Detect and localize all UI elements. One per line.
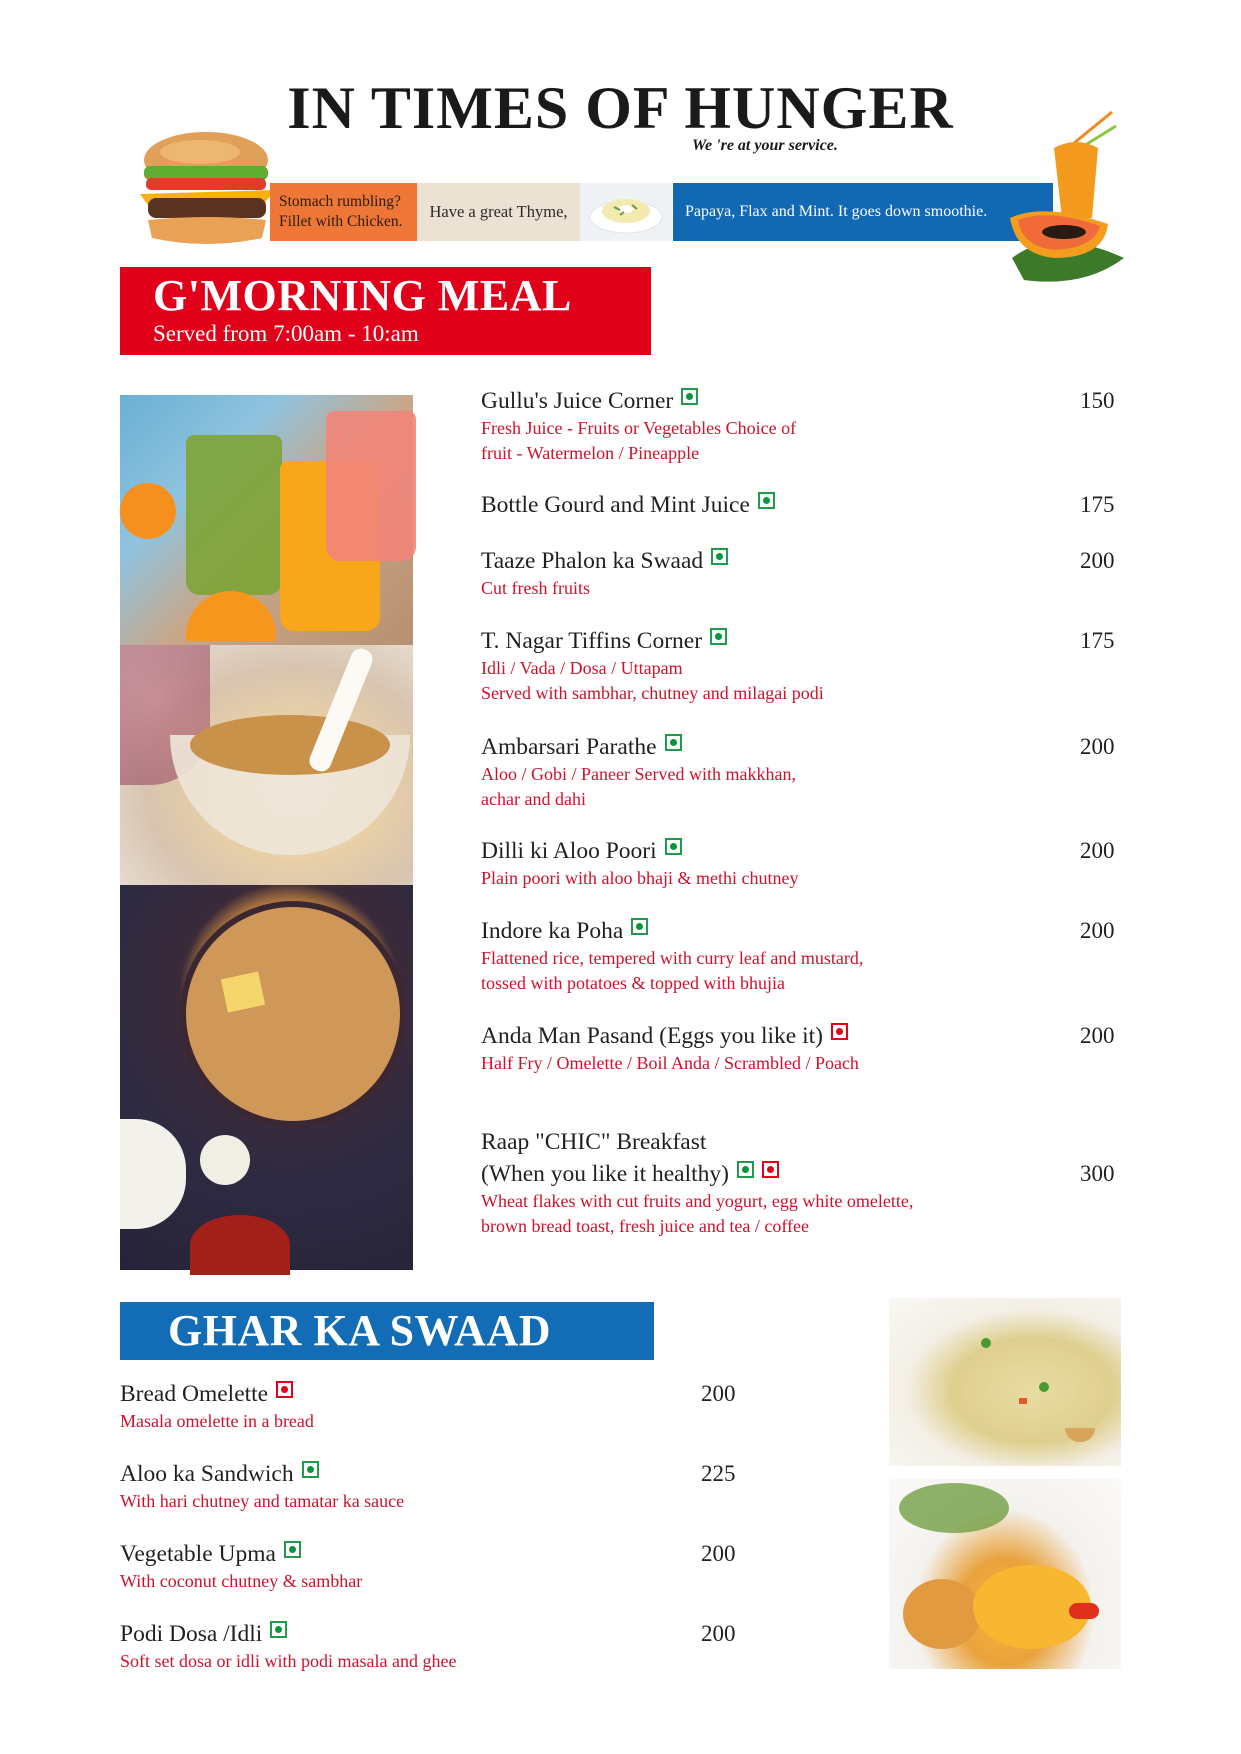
item-price: 225 <box>701 1461 736 1486</box>
omelette-photo <box>889 1479 1121 1669</box>
soup-image <box>580 183 672 241</box>
item-desc: Soft set dosa or idli with podi masala and ghee <box>120 1651 457 1671</box>
nonveg-icon <box>831 1023 848 1040</box>
nonveg-icon <box>762 1161 779 1178</box>
banner-thyme-text: Have a great Thyme, <box>429 202 568 221</box>
item-price: 200 <box>1080 838 1115 863</box>
item-name-line2: (When you like it healthy) <box>481 1161 729 1187</box>
item-name: Bottle Gourd and Mint Juice <box>481 492 750 518</box>
item-price: 150 <box>1080 388 1115 413</box>
banner-chicken <box>270 183 417 241</box>
menu-item <box>120 1459 404 1514</box>
item-name: Podi Dosa /Idli <box>120 1621 263 1647</box>
section-header-ghar <box>120 1302 654 1360</box>
veg-icon <box>711 548 728 565</box>
section-title-morning: G'MORNING MEAL <box>153 271 572 320</box>
menu-item <box>481 546 728 601</box>
tagline: We 're at your service. <box>692 137 838 154</box>
menu-item <box>481 1021 859 1076</box>
item-desc: With coconut chutney & sambhar <box>120 1571 363 1591</box>
upma-photo <box>889 1298 1121 1466</box>
item-price: 300 <box>1080 1161 1115 1186</box>
item-name: Anda Man Pasand (Eggs you like it) <box>481 1023 824 1049</box>
section-subtitle-morning: Served from 7:00am - 10:am <box>153 321 419 346</box>
item-price: 200 <box>1080 1023 1115 1048</box>
item-desc: Masala omelette in a bread <box>120 1411 314 1431</box>
cereal-photo <box>120 645 413 885</box>
veg-icon <box>665 838 682 855</box>
item-name: Ambarsari Parathe <box>481 734 657 760</box>
menu-item <box>481 1127 913 1239</box>
menu-item <box>481 836 798 891</box>
burger-image <box>140 130 275 248</box>
item-price: 200 <box>701 1541 736 1566</box>
item-desc: Aloo / Gobi / Paneer Served with makkhan, <box>481 764 796 784</box>
item-name: T. Nagar Tiffins Corner <box>481 628 703 654</box>
item-desc: tossed with potatoes & topped with bhujia <box>481 973 785 993</box>
veg-icon <box>270 1621 287 1638</box>
menu-item <box>120 1619 456 1674</box>
menu-item <box>120 1539 362 1594</box>
item-price: 200 <box>701 1621 736 1646</box>
item-desc: Served with sambhar, chutney and milagai podi <box>481 683 824 703</box>
item-desc: Half Fry / Omelette / Boil Anda / Scrambled / Poach <box>481 1053 859 1073</box>
menu-item <box>481 386 796 466</box>
item-price: 200 <box>701 1381 736 1406</box>
item-price: 200 <box>1080 734 1115 759</box>
menu-title: IN TIMES OF HUNGER <box>287 75 954 141</box>
item-desc: With hari chutney and tamatar ka sauce <box>120 1491 405 1511</box>
banner-smoothie-text: Papaya, Flax and Mint. It goes down smoothie. <box>685 203 988 220</box>
item-desc: Plain poori with aloo bhaji & methi chutney <box>481 868 799 888</box>
veg-icon <box>284 1541 301 1558</box>
veg-icon <box>737 1161 754 1178</box>
nonveg-icon <box>276 1381 293 1398</box>
item-name: Raap "CHIC" Breakfast <box>481 1129 707 1155</box>
item-price: 200 <box>1080 918 1115 943</box>
item-price: 200 <box>1080 548 1115 573</box>
section-title-ghar: GHAR KA SWAAD <box>168 1306 551 1355</box>
item-desc: Cut fresh fruits <box>481 578 590 598</box>
juice-photo <box>120 395 413 645</box>
menu-item <box>481 490 775 520</box>
item-name: Dilli ki Aloo Poori <box>481 838 657 864</box>
parathe-photo <box>120 885 413 1270</box>
banner-thyme <box>417 183 580 241</box>
menu-item <box>481 626 824 706</box>
item-name: Taaze Phalon ka Swaad <box>481 548 704 574</box>
item-price: 175 <box>1080 492 1115 517</box>
item-desc: Flattened rice, tempered with curry leaf and mustard, <box>481 948 864 968</box>
item-name: Gullu's Juice Corner <box>481 388 674 414</box>
item-desc: brown bread toast, fresh juice and tea / coffee <box>481 1216 810 1236</box>
item-name: Indore ka Poha <box>481 918 624 944</box>
veg-icon <box>631 918 648 935</box>
veg-icon <box>710 628 727 645</box>
item-desc: fruit - Watermelon / Pineapple <box>481 443 700 463</box>
veg-icon <box>681 388 698 405</box>
veg-icon <box>758 492 775 509</box>
smoothie-papaya-image <box>1004 108 1130 288</box>
item-name: Bread Omelette <box>120 1381 269 1407</box>
menu-item <box>120 1379 314 1434</box>
menu-item <box>481 916 863 996</box>
item-desc: Idli / Vada / Dosa / Uttapam <box>481 658 683 678</box>
item-price: 175 <box>1080 628 1115 653</box>
menu-item <box>481 732 796 812</box>
banner-chicken-line2: Fillet with Chicken. <box>279 213 403 230</box>
item-name: Vegetable Upma <box>120 1541 276 1567</box>
item-name: Aloo ka Sandwich <box>120 1461 294 1487</box>
item-desc: Fresh Juice - Fruits or Vegetables Choice of <box>481 418 797 438</box>
item-desc: achar and dahi <box>481 789 586 809</box>
veg-icon <box>302 1461 319 1478</box>
veg-icon <box>665 734 682 751</box>
item-desc: Wheat flakes with cut fruits and yogurt, egg white omelette, <box>481 1191 914 1211</box>
banner-smoothie <box>673 183 1053 241</box>
section-header-morning <box>120 267 651 355</box>
banner-chicken-line1: Stomach rumbling? <box>279 193 401 210</box>
